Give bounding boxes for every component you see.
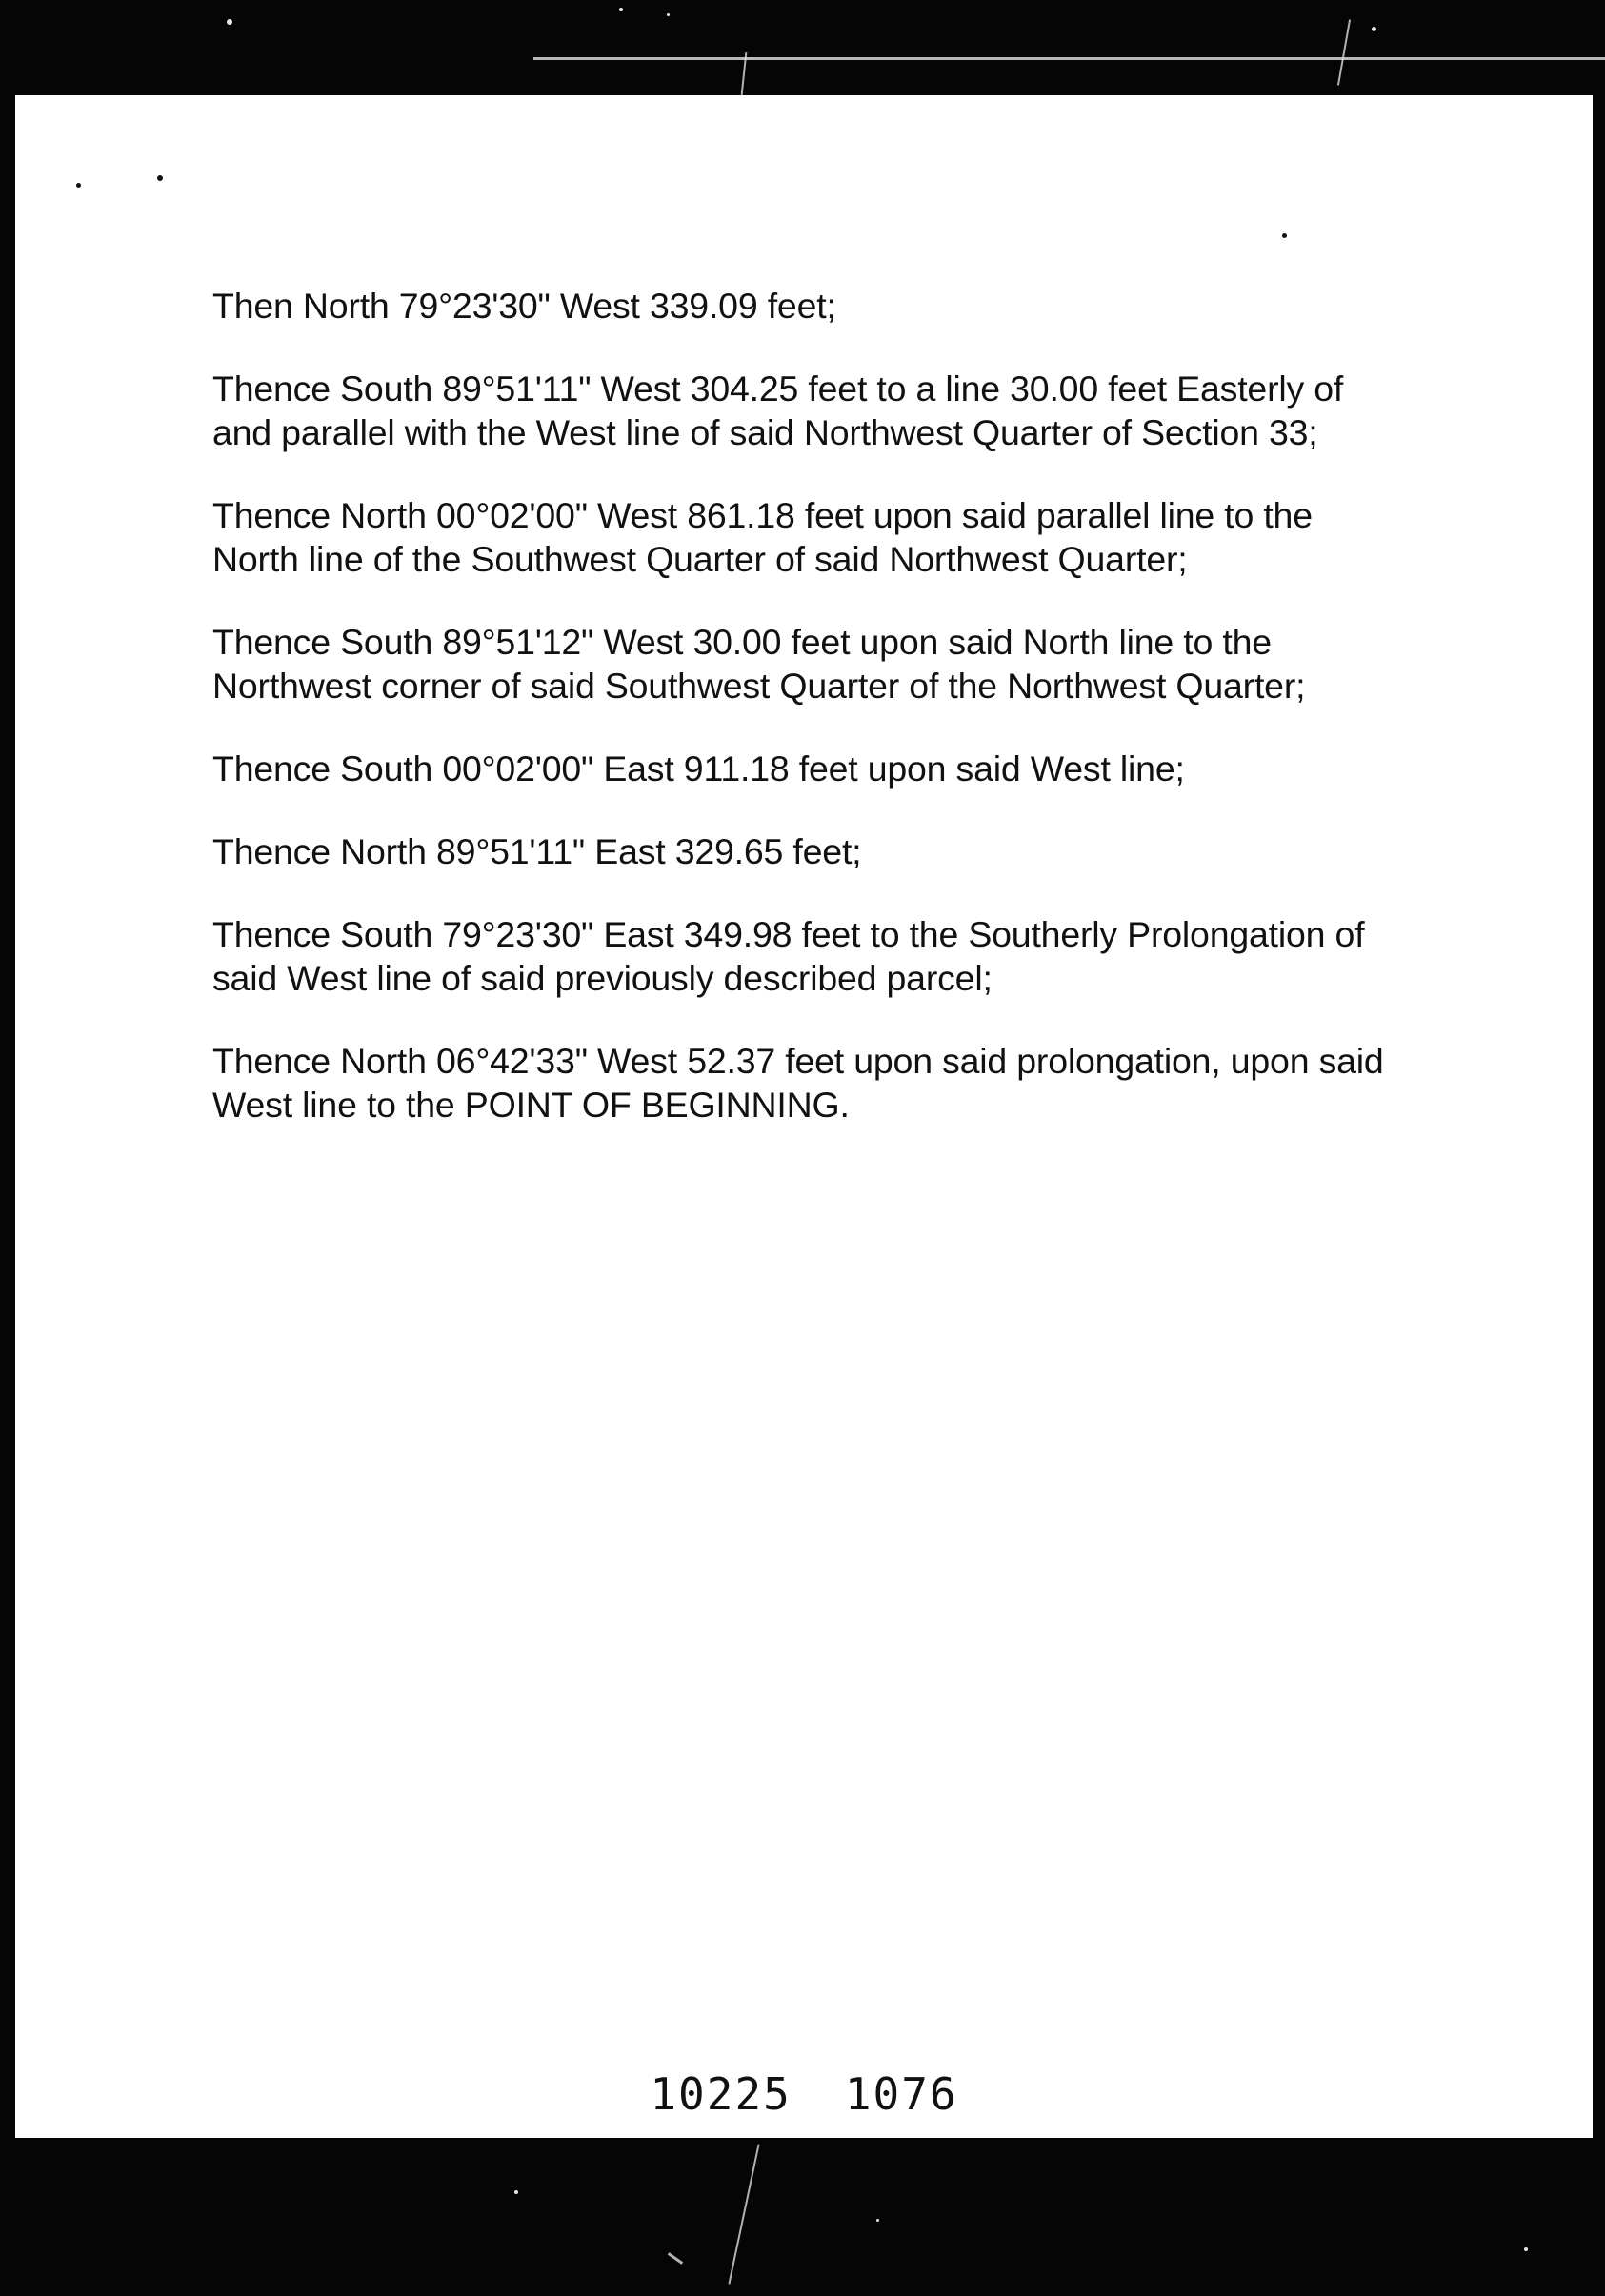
paragraph: Thence North 00°02'00" West 861.18 feet upon said parallel line to the North line of the Southwest Quarter of said Northwest Quarter; bbox=[212, 495, 1313, 579]
paragraph: Then North 79°23'30" West 339.09 feet; bbox=[212, 286, 836, 326]
scan-border-line bbox=[533, 57, 1605, 60]
scan-speck bbox=[619, 8, 623, 11]
scan-speck bbox=[514, 2190, 518, 2194]
stray-mark bbox=[157, 175, 163, 181]
stray-mark bbox=[1282, 233, 1287, 238]
scan-speck bbox=[876, 2219, 879, 2222]
legal-description-text bbox=[212, 284, 1489, 1166]
paragraph: Thence South 79°23'30" East 349.98 feet to the Southerly Prolongation of said West line of said previously described parcel; bbox=[212, 914, 1365, 998]
scan-streak bbox=[1337, 19, 1351, 85]
scan-speck bbox=[1524, 2247, 1528, 2251]
scan-streak bbox=[728, 2144, 759, 2284]
paragraph: Thence South 89°51'11" West 304.25 feet to a line 30.00 feet Easterly of and parallel with the West line of said Northwest Quarter of Section 33; bbox=[212, 369, 1344, 452]
page-number bbox=[15, 2068, 1593, 2120]
scan-streak bbox=[668, 2252, 683, 2265]
paragraph: Thence North 89°51'11" East 329.65 feet; bbox=[212, 831, 862, 871]
paragraph: Thence South 00°02'00" East 911.18 feet upon said West line; bbox=[212, 749, 1185, 789]
page-number-value: 1076 bbox=[844, 2068, 958, 2120]
scan-speck bbox=[667, 13, 670, 16]
scan-speck bbox=[227, 19, 232, 25]
book-number: 10225 bbox=[650, 2068, 792, 2120]
document-page bbox=[15, 95, 1593, 2138]
paragraph: Thence South 89°51'12" West 30.00 feet upon said North line to the Northwest corner of said Southwest Quarter of the Northwest Quarter; bbox=[212, 622, 1306, 706]
scan-speck bbox=[1372, 27, 1376, 31]
stray-mark bbox=[76, 183, 81, 188]
paragraph: Thence North 06°42'33" West 52.37 feet upon said prolongation, upon said West line to the POINT OF BEGINNING. bbox=[212, 1041, 1384, 1125]
